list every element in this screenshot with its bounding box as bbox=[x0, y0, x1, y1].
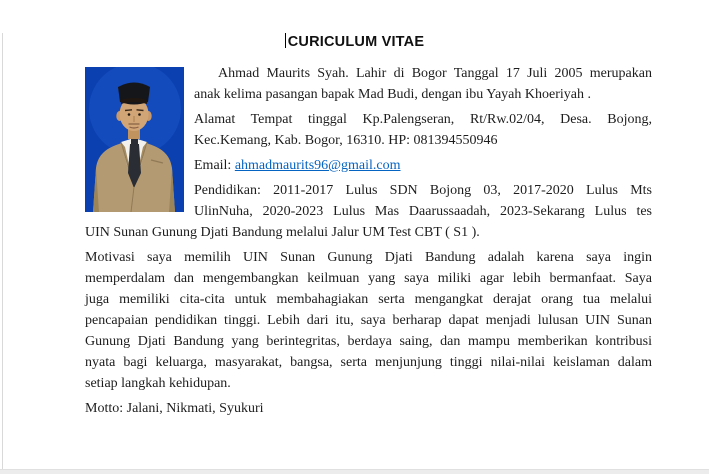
email-link[interactable]: ahmadmaurits96@gmail.com bbox=[234, 158, 401, 173]
document-body bbox=[0, 63, 709, 419]
text-line: UlinNuha, 2020-2023 Lulus Mas Daarussaadah, 2023-Sekarang Lulus tes bbox=[194, 204, 652, 219]
text-line: anak kelima pasangan bapak Mad Budi, dengan ibu Yayah Khoeriyah . bbox=[194, 87, 591, 102]
text-line: Ahmad Maurits Syah. Lahir di Bogor Tanggal 17 Juli 2005 merupakan bbox=[218, 66, 652, 81]
text-line: Kec.Kemang, Kab. Bogor, 16310. HP: 081394550946 bbox=[194, 133, 498, 148]
text-line: Pendidikan: 2011-2017 Lulus SDN Bojong 03, 2017-2020 Lulus Mts bbox=[194, 183, 652, 198]
text-cursor bbox=[285, 33, 287, 48]
text-line: pencapaian pendidikan tinggi. Lebih dari itu, saya berharap dapat menjadi lulusan UIN Sunan bbox=[85, 313, 652, 328]
portrait-photo bbox=[85, 67, 184, 212]
text-line: memperdalam dan mengembangkan keilmuan yang saya miliki agar lebih bermanfaat. Saya bbox=[85, 271, 652, 286]
text-line: UIN Sunan Gunung Djati Bandung melalui Jalur UM Test CBT ( S1 ). bbox=[85, 225, 480, 240]
text-line: Motivasi saya memilih UIN Sunan Gunung Djati Bandung adalah karena saya ingin bbox=[85, 250, 652, 265]
text-line: juga memiliki cita-cita untuk membahagiakan serta mengangkat derajat orang tua melalui bbox=[85, 292, 652, 307]
motto-paragraph: Motto: Jalani, Nikmati, Syukuri bbox=[85, 401, 264, 416]
page-title-text: CURICULUM VITAE bbox=[287, 34, 425, 50]
motivation-paragraph bbox=[85, 247, 652, 394]
text-line: Alamat Tempat tinggal Kp.Palengseran, Rt/Rw.02/04, Desa. Bojong, bbox=[194, 112, 652, 127]
mustache bbox=[129, 123, 140, 125]
text-line: Gunung Djati Bandung yang berintegritas, berdaya saing, dan mampu memberikan kontribusi bbox=[85, 334, 652, 349]
page-left-edge bbox=[2, 33, 3, 470]
eye-left bbox=[128, 113, 131, 116]
eye-right bbox=[138, 113, 141, 116]
document-page bbox=[0, 33, 709, 474]
text-line: setiap langkah kehidupan. bbox=[85, 376, 231, 391]
page-title bbox=[0, 33, 709, 51]
email-label: Email: bbox=[194, 158, 235, 173]
page-bottom-edge bbox=[0, 469, 709, 474]
text-line: nyata bagi keluarga, masyarakat, bangsa, serta menjunjung tinggi nilai-nilai keislaman dalam bbox=[85, 355, 652, 370]
